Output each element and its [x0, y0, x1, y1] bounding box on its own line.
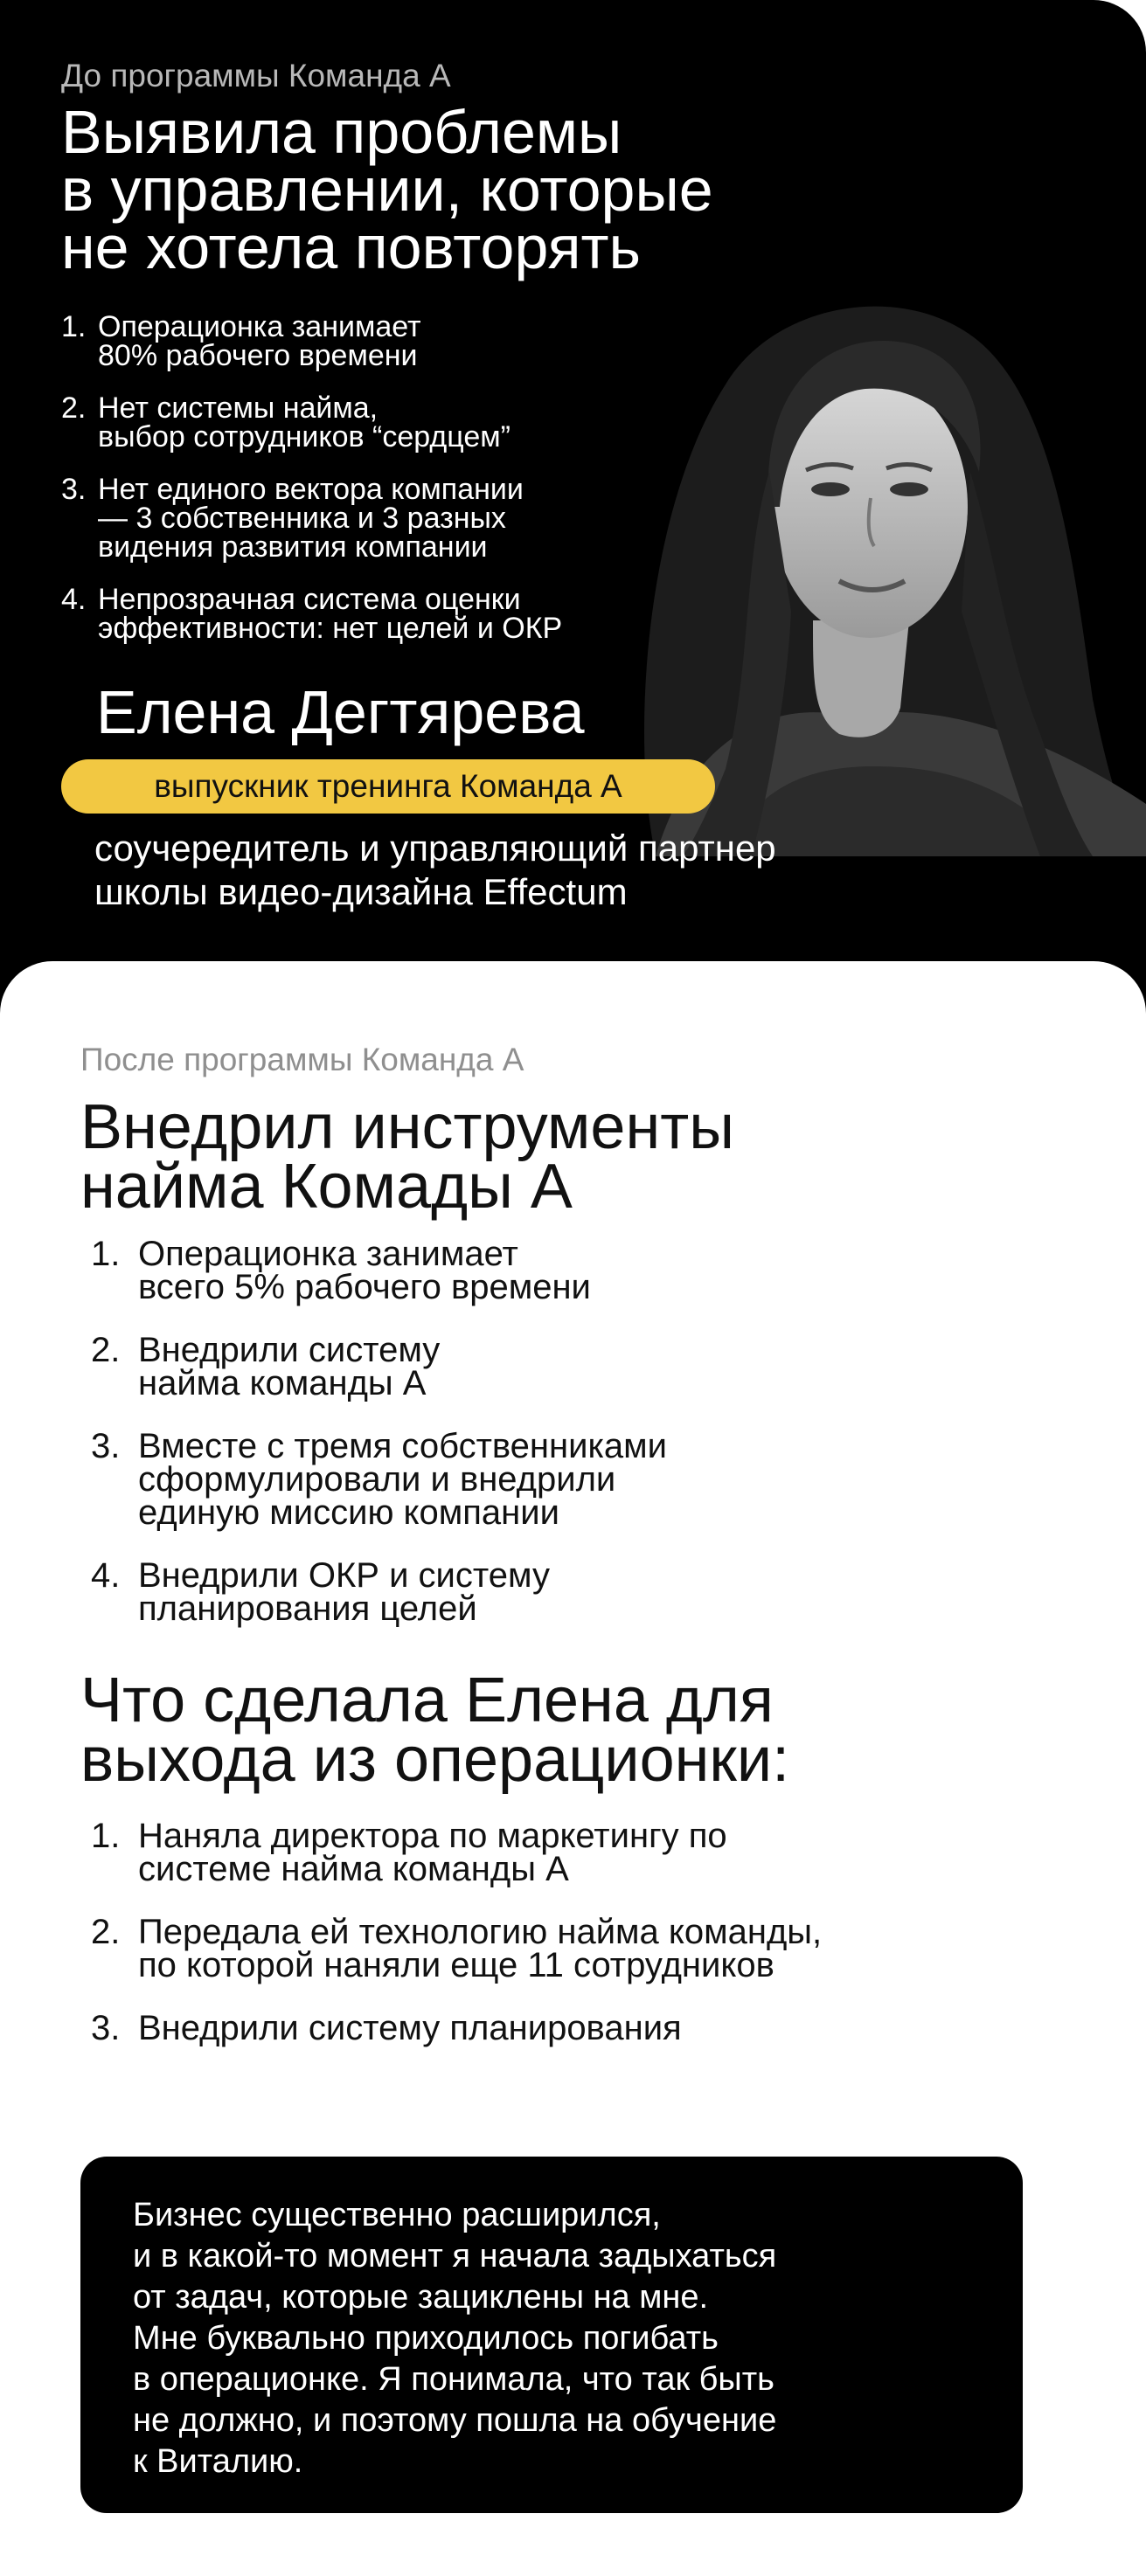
before-pretitle: До программы Команда А: [61, 58, 451, 93]
actions-heading: Что сделала Елена для выхода из операционки:: [80, 1665, 790, 1795]
list-item: 2. Нет системы найма, выбор сотрудников “сердцем”: [61, 391, 510, 454]
after-results-list: [91, 1237, 965, 1655]
testimonial-quote: Бизнес существенно расширился, и в какой-то момент я начала задыхаться от задач, которые зациклены на мне. Мне буквально приходилось погибать в операционке. Я понимала, что так быть не должно, и поэтому пошла на обучение к Виталию.: [133, 2197, 777, 2480]
testimonial-quote-box: [80, 2157, 1023, 2513]
list-item: 1. Операционка занимает всего 5% рабочего времени: [91, 1235, 591, 1306]
person-name: Елена Дегтярева: [96, 678, 585, 746]
person-role: соучередитель и управляющий партнер школы видео-дизайна Effectum: [94, 828, 776, 912]
after-pretitle: После программы Команда А: [80, 1042, 524, 1077]
list-item: 1. Операционка занимает 80% рабочего времени: [61, 310, 421, 372]
list-item: 3. Нет единого вектора компании — 3 собственника и 3 разных видения развития компании: [61, 473, 524, 564]
list-item: 1. Наняла директора по маркетингу по системе найма команды А: [91, 1817, 727, 1888]
list-item: 4. Непрозрачная система оценки эффективности: нет целей и ОКР: [61, 583, 563, 645]
list-item: 4. Внедрили ОКР и систему планирования целей: [91, 1556, 550, 1628]
list-item: 2. Передала ей технологию найма команды, по которой наняли еще 11 сотрудников: [91, 1913, 823, 1984]
list-item: 3. Вместе с тремя собственниками сформулировали и внедрили единую миссию компании: [91, 1427, 667, 1532]
list-item: 3. Внедрили систему планирования: [91, 2009, 682, 2047]
before-heading: Выявила проблемы в управлении, которые не хотела повторять: [61, 98, 713, 281]
actions-list: [91, 1819, 1052, 2074]
before-problem-list: [61, 310, 673, 667]
list-item: 2. Внедрили систему найма команды А: [91, 1331, 441, 1402]
after-heading: Внедрил инструменты найма Комады А: [80, 1092, 734, 1222]
graduate-badge: выпускник тренинга Команда А: [61, 759, 715, 814]
before-section: [0, 0, 1146, 1014]
